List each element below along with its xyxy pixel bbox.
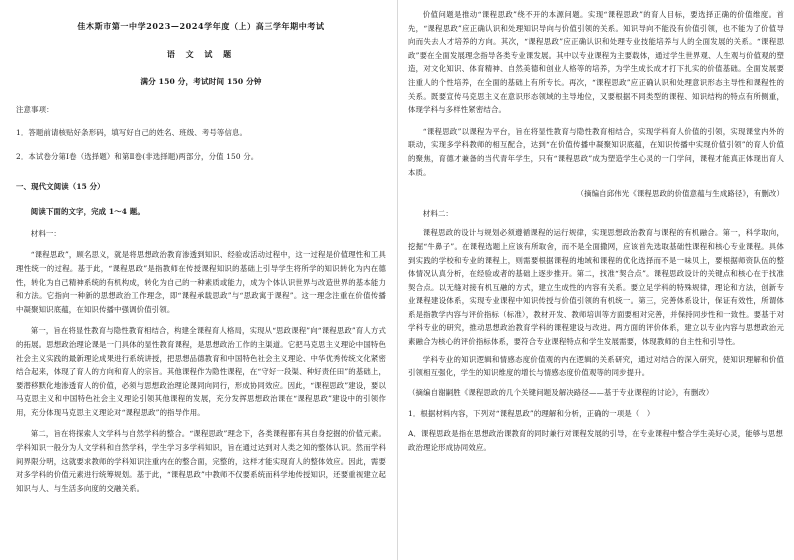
right-paragraph-2: “课程思政”以课程为平台，旨在将显性教育与隐性教育相结合，实现学科育人价值的引领，实现课堂内外的联动，实现多学科教师的相互配合，达到“在价值传播中凝聚知识底蕴，在知识传播中实现价值引领”的育人价值的聚焦，育德才兼备的当代青年学生，只有“课程思政”成为塑造学生心灵的一门学问，课程才能真正体现出育人本质。	[408, 126, 784, 177]
material1-label: 材料一：	[30, 228, 61, 238]
right-paragraph-1: 价值问题是推动“课程思政”绕不开的本源问题。实现“课程思政”的育人目标，要选择正确的价值维度。首先，“课程思政”应正确认识和处理知识导向与价值引领的关系。知识导向不能没有价值引领，也不能为了价值导向而失去人才培养的方向。其次，“课程思政”应正确认识和处理专业技能培养与人的全面发展的关系。“课程思政”要在全面发展理念指导各类专业课发展。其中以专业课程为主要载体，通过学生世界观、人生观与价值观的塑造，对文化知识、体育精神、自然美德和创业人格等的培养，为学生成长成才打下扎实的价值基础。全面发展要注重人的个性培养，在全面的基础上有所专长。再次，“课程思政”应正确认识和处理意识形态主导性和课程性的关系。既要宣传马克思主义在意识形态领域的主导地位，又要根据不同类型的课程、知识结构的特点有所侧重，体现学科与多样性紧密结合。	[408, 10, 784, 115]
left-paragraph-2: 第一，旨在将显性教育与隐性教育相结合，构建全课程育人格局，实现从“思政课程”向“课程思政”育人方式的拓展。思想政治理论课是一门具体的显性教育课程，是思想政治工作的主渠道。它把马克思主义理论中国特色社会主义实践的最新理论成果进行系统讲授，把思想品德教育和中国特色社会主义理论、中华优秀传统文化紧密结合起来，体现了育人的方向和育人的宗旨。其他课程作为隐性课程，在“守好一段渠、种好责任田”的基础上，要潜移默化地渗透育人的价值，必须与思想政治理论课同向同行，形成协同效应。因此，“课程思政”建设，要以马克思主义和中国特色社会主义理论引领其他课程的发展，充分发挥思想政治课在“课程思政”建设中的引领作用，充分体现马克思主义理论对“课程思政”的指导作用。	[16, 326, 386, 417]
right-paragraph-3: 课程思政的设计与规划必须遵循课程的运行规律，实现思想政治教育与课程的有机融合。第一，科学取向，挖掘“牛鼻子”。在课程选题上应该有所取舍，而不是全面撒网，应该首先选取基础性课程和核心专业课程。具体到实践的学校和专业的课程上，则需要根据课程的地域和课程的优化选择而不是一味贝上，要根据师资队伍的整体情况认真分析，在经验或者的基础上逐步推开。第二，找准“契合点”。课程思政设计的关键点和核心在于找准契合点。以无缝对接有机互融的方式，建立生成性的内容有关系。要立足学科的特殊规律，理论和方法，创新专业课程建设体系，实现专业课程中知识传授与价值引领的有机统一。第三，完善体系设计，保证有效性，所谓体系是指教学内容与评价指标（标准），教材开发、教师培训等方面要相对完善，并保持同步性和一致性。要基于对学科专业的研究，推动思想政治教育学科的课程建设与改进。两方面的评价体系，建立以专业内容与思想政治元素融合为核心的评价指标体系，要符合专业课程特点和学生发展需要，体现教师的自主性和引导性。	[408, 228, 784, 347]
citation-2: （摘编自谢嗣胜《课程思政的几个关键问题及解决路径——基于专业课程的讨论》，有删改）	[408, 387, 714, 397]
right-column	[408, 8, 784, 560]
column-divider	[397, 0, 398, 560]
score-time: 满分 150 分，考试时间 150 分钟	[140, 77, 262, 87]
school-title: 佳木斯市第一中学2023—2024学年度（上）高三学年期中考试	[77, 21, 325, 31]
note-item-1: 1．答题前请核贴好条形码，填写好自己的姓名、班级、考号等信息。	[16, 128, 248, 138]
left-column	[16, 8, 386, 560]
section1-instruction: 阅读下面的文字，完成 1～4 题。	[30, 207, 145, 217]
option-a: A．课程思政是指在思想政治课教育的同时兼行对课程发展的引导，在专业课程中整合学生美好心灵，能够与思想政治理论形成协同效应。	[408, 429, 783, 452]
section1-heading: 一、现代文阅读（15 分）	[16, 181, 105, 191]
citation-1: （摘编自邱伟光《课程思政的价值意蕴与生成路径》，有删改）	[576, 189, 784, 199]
notes-heading: 注意事项：	[16, 104, 54, 114]
question-1: 1．根据材料内容，下列对“课程思政”的理解和分析，正确的一项是（ ）	[408, 409, 655, 419]
subject-title: 语 文 试 题	[166, 48, 236, 59]
left-paragraph-3: 第二，旨在将探索人文学科与自然学科的整合。“课程思政”理念下，各类课程都有其自身挖掘的价值元素。学科知识一般分为人文学科和自然学科，学生学习多学科知识，旨在通过达到对人类之知的整体认识。然而学科间界限分明，这就要求教师的学科知识注重内在的整合面，完整的，这样才能实现育人的整体效应。因此，需要对多学科的价值元素进行统筹规划。基于此，“课程思政”中教师不仅要系统而科学地传授知识，还要重视建立起知识与人、与生活多向度的交融关系。	[16, 429, 386, 493]
right-paragraph-4: 学科专业的知识逻辑和情感态度价值观的内在逻辑的关系研究，通过对结合的深入研究，使知识理解和价值引领相互强化，学生的知识维度的增长与情感态度价值观等的同步提升。	[408, 354, 784, 378]
note-item-2: 2．本试卷分第Ⅰ卷（选择题）和第Ⅱ卷(非选择题)两部分，分值 150 分。	[16, 151, 259, 161]
material2-label: 材料二：	[422, 208, 453, 218]
left-paragraph-1: “课程思政”，顾名思义，就是将思想政治教育渗透到知识、经验或活动过程中，这一过程是价值理性和工具理性统一的过程。基于此，“课程思政”是指教师在传授课程知识的基础上引导学生将所学的知识转化为内在德性，转化为自己精神系统的有机构成，转化为自己的一种素质或能力，成为个体认识世界与改造世界的基本能力和方法。它指向一种新的思想政治工作理念，即“课程承载思政”与“思政寓于课程”。这一理念注重在价值传播中凝聚知识底蕴，在知识传播中强调价值引领。	[16, 250, 386, 314]
